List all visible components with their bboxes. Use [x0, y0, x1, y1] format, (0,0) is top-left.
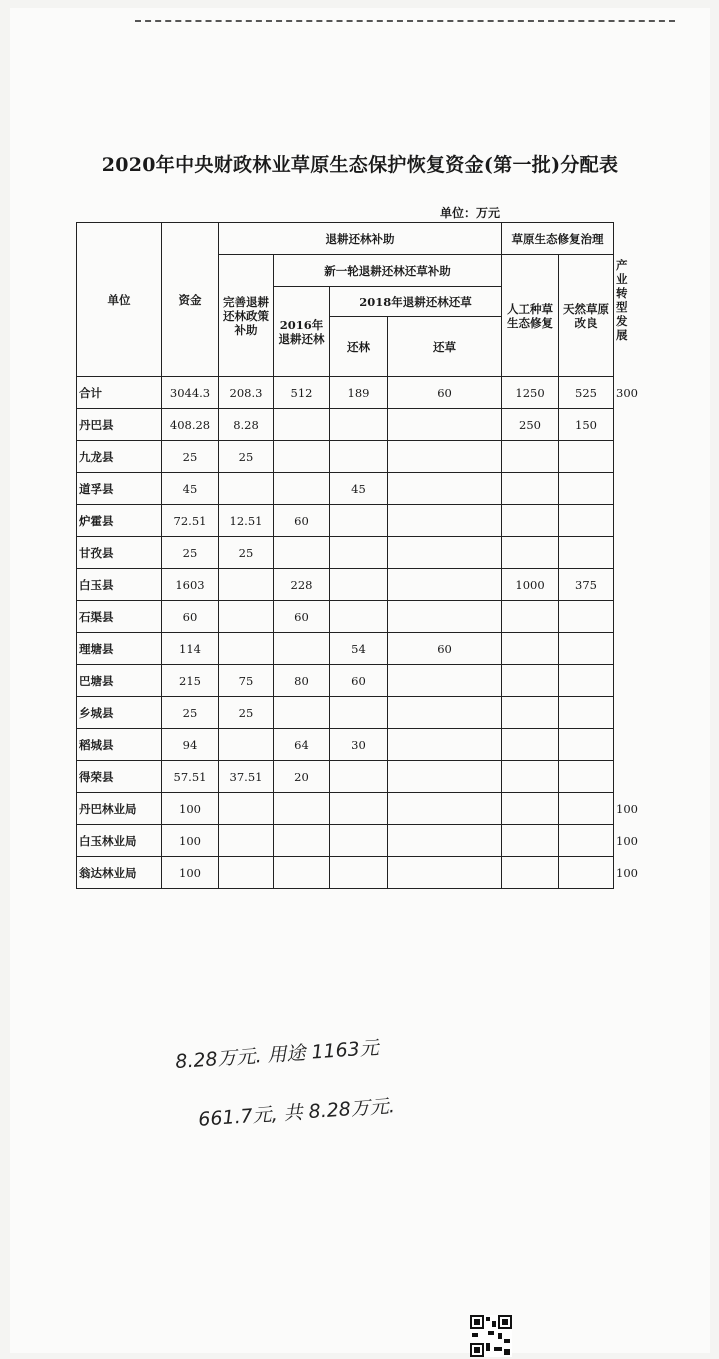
cell-name: 丹巴县 — [77, 409, 162, 441]
cell-natural — [559, 601, 614, 633]
cell-consolidate: 12.51 — [219, 505, 274, 537]
cell-y2016: 512 — [274, 377, 330, 409]
cell-natural — [559, 729, 614, 761]
cell-natural — [559, 505, 614, 537]
table-row — [77, 761, 614, 793]
table-row — [77, 697, 614, 729]
cell-forest — [330, 697, 388, 729]
cell-artificial — [502, 665, 559, 697]
cell-name: 合计 — [77, 377, 162, 409]
cell-grass — [388, 441, 502, 473]
cell-consolidate: 37.51 — [219, 761, 274, 793]
cell-artificial — [502, 793, 559, 825]
cell-name: 甘孜县 — [77, 537, 162, 569]
table-body — [77, 377, 614, 889]
header-grassland-restoration: 草原生态修复治理 — [502, 223, 614, 255]
cell-funds: 100 — [162, 857, 219, 889]
cell-y2016 — [274, 441, 330, 473]
cell-natural — [559, 473, 614, 505]
cell-forest: 60 — [330, 665, 388, 697]
cell-forest — [330, 569, 388, 601]
cell-natural — [559, 697, 614, 729]
table-row — [77, 537, 614, 569]
cell-grass — [388, 601, 502, 633]
cell-grass — [388, 409, 502, 441]
cell-forest — [330, 409, 388, 441]
header-2018: 2018年退耕还林还草 — [330, 287, 502, 317]
cell-forest: 45 — [330, 473, 388, 505]
cell-grass: 60 — [388, 377, 502, 409]
cell-natural: 150 — [559, 409, 614, 441]
cell-forest — [330, 505, 388, 537]
cell-consolidate — [219, 569, 274, 601]
cell-consolidate — [219, 793, 274, 825]
cell-artificial — [502, 633, 559, 665]
cell-consolidate — [219, 473, 274, 505]
cell-funds: 45 — [162, 473, 219, 505]
cell-funds: 25 — [162, 441, 219, 473]
cell-forest — [330, 857, 388, 889]
cell-name: 炉霍县 — [77, 505, 162, 537]
cell-name: 石渠县 — [77, 601, 162, 633]
scan-dashed-line — [135, 20, 675, 22]
header-artificial-grass: 人工种草生态修复 — [502, 255, 559, 377]
cell-funds: 100 — [162, 825, 219, 857]
cell-natural — [559, 825, 614, 857]
cell-artificial — [502, 441, 559, 473]
cell-forest — [330, 825, 388, 857]
cell-funds: 100 — [162, 793, 219, 825]
cell-artificial — [502, 473, 559, 505]
cell-funds: 94 — [162, 729, 219, 761]
cell-consolidate: 8.28 — [219, 409, 274, 441]
cell-funds: 408.28 — [162, 409, 219, 441]
cell-artificial — [502, 537, 559, 569]
cell-name: 翁达林业局 — [77, 857, 162, 889]
table-row — [77, 569, 614, 601]
cell-grass — [388, 505, 502, 537]
cell-consolidate — [219, 857, 274, 889]
cell-artificial — [502, 601, 559, 633]
table-row — [77, 505, 614, 537]
cell-artificial — [502, 857, 559, 889]
cell-name: 巴塘县 — [77, 665, 162, 697]
cell-natural — [559, 793, 614, 825]
table-row — [77, 793, 614, 825]
cell-funds: 1603 — [162, 569, 219, 601]
table-row — [77, 665, 614, 697]
cell-grass — [388, 825, 502, 857]
cell-grass — [388, 729, 502, 761]
cell-grass — [388, 473, 502, 505]
page-title: 2020年中央财政林业草原生态保护恢复资金(第一批)分配表 — [101, 154, 619, 176]
cell-consolidate: 208.3 — [219, 377, 274, 409]
qr-code-icon — [470, 1315, 512, 1357]
cell-natural — [559, 857, 614, 889]
cell-y2016: 20 — [274, 761, 330, 793]
cell-forest — [330, 441, 388, 473]
cell-name: 稻城县 — [77, 729, 162, 761]
header-return-farmland: 退耕还林补助 — [219, 223, 502, 255]
cell-y2016: 80 — [274, 665, 330, 697]
cell-consolidate — [219, 729, 274, 761]
cell-grass — [388, 793, 502, 825]
cell-name: 白玉林业局 — [77, 825, 162, 857]
allocation-table — [76, 222, 614, 889]
table-row — [77, 377, 614, 409]
header-2016: 2016年退耕还林 — [274, 287, 330, 377]
cell-funds: 25 — [162, 537, 219, 569]
cell-grass — [388, 697, 502, 729]
cell-forest — [330, 601, 388, 633]
cell-forest — [330, 793, 388, 825]
cell-name: 理塘县 — [77, 633, 162, 665]
cell-name: 道孚县 — [77, 473, 162, 505]
cell-y2016: 64 — [274, 729, 330, 761]
header-forest: 还林 — [330, 317, 388, 377]
cell-consolidate — [219, 633, 274, 665]
table-row — [77, 473, 614, 505]
cell-grass — [388, 857, 502, 889]
header-new-round: 新一轮退耕还林还草补助 — [274, 255, 502, 287]
cell-forest — [330, 537, 388, 569]
cell-consolidate — [219, 601, 274, 633]
cell-natural — [559, 537, 614, 569]
cell-artificial — [502, 761, 559, 793]
cell-grass — [388, 665, 502, 697]
cell-funds: 25 — [162, 697, 219, 729]
table-row — [77, 857, 614, 889]
cell-artificial — [502, 825, 559, 857]
cell-name: 得荣县 — [77, 761, 162, 793]
cell-funds: 72.51 — [162, 505, 219, 537]
cell-grass — [388, 761, 502, 793]
cell-y2016: 60 — [274, 505, 330, 537]
cell-y2016 — [274, 633, 330, 665]
cell-y2016 — [274, 537, 330, 569]
table-row — [77, 409, 614, 441]
cell-forest — [330, 761, 388, 793]
cell-y2016: 228 — [274, 569, 330, 601]
cell-natural — [559, 441, 614, 473]
table-row — [77, 825, 614, 857]
table-row — [77, 633, 614, 665]
cell-consolidate: 75 — [219, 665, 274, 697]
cell-funds: 57.51 — [162, 761, 219, 793]
header-consolidate: 完善退耕还林政策补助 — [219, 255, 274, 377]
cell-artificial — [502, 697, 559, 729]
cell-artificial: 250 — [502, 409, 559, 441]
cell-natural: 525 — [559, 377, 614, 409]
cell-y2016: 60 — [274, 601, 330, 633]
cell-name: 九龙县 — [77, 441, 162, 473]
handwritten-note-2: 661.7元, 共 8.28万元. — [197, 1095, 396, 1131]
cell-y2016 — [274, 409, 330, 441]
cell-funds: 215 — [162, 665, 219, 697]
cell-forest: 189 — [330, 377, 388, 409]
header-funds: 资金 — [162, 223, 219, 377]
table-row — [77, 729, 614, 761]
cell-natural — [559, 665, 614, 697]
cell-consolidate: 25 — [219, 537, 274, 569]
cell-forest: 30 — [330, 729, 388, 761]
cell-artificial — [502, 505, 559, 537]
cell-grass — [388, 569, 502, 601]
table-row — [77, 441, 614, 473]
cell-funds: 3044.3 — [162, 377, 219, 409]
cell-funds: 114 — [162, 633, 219, 665]
cell-name: 白玉县 — [77, 569, 162, 601]
cell-artificial: 1000 — [502, 569, 559, 601]
cell-y2016 — [274, 793, 330, 825]
cell-artificial — [502, 729, 559, 761]
unit-note: 单位：万元 — [440, 206, 501, 220]
cell-funds: 60 — [162, 601, 219, 633]
cell-forest: 54 — [330, 633, 388, 665]
cell-name: 乡城县 — [77, 697, 162, 729]
cell-consolidate: 25 — [219, 697, 274, 729]
cell-artificial: 1250 — [502, 377, 559, 409]
cell-y2016 — [274, 857, 330, 889]
cell-natural: 375 — [559, 569, 614, 601]
cell-grass — [388, 537, 502, 569]
cell-natural — [559, 761, 614, 793]
cell-y2016 — [274, 473, 330, 505]
table-row — [77, 601, 614, 633]
handwritten-note-1: 8.28万元. 用途 1163元 — [174, 1036, 380, 1074]
cell-consolidate — [219, 825, 274, 857]
cell-y2016 — [274, 697, 330, 729]
header-natural-grass: 天然草原改良 — [559, 255, 614, 377]
header-grass: 还草 — [388, 317, 502, 377]
cell-grass: 60 — [388, 633, 502, 665]
cell-name: 丹巴林业局 — [77, 793, 162, 825]
header-unit: 单位 — [77, 223, 162, 377]
cell-y2016 — [274, 825, 330, 857]
cell-consolidate: 25 — [219, 441, 274, 473]
cell-natural — [559, 633, 614, 665]
